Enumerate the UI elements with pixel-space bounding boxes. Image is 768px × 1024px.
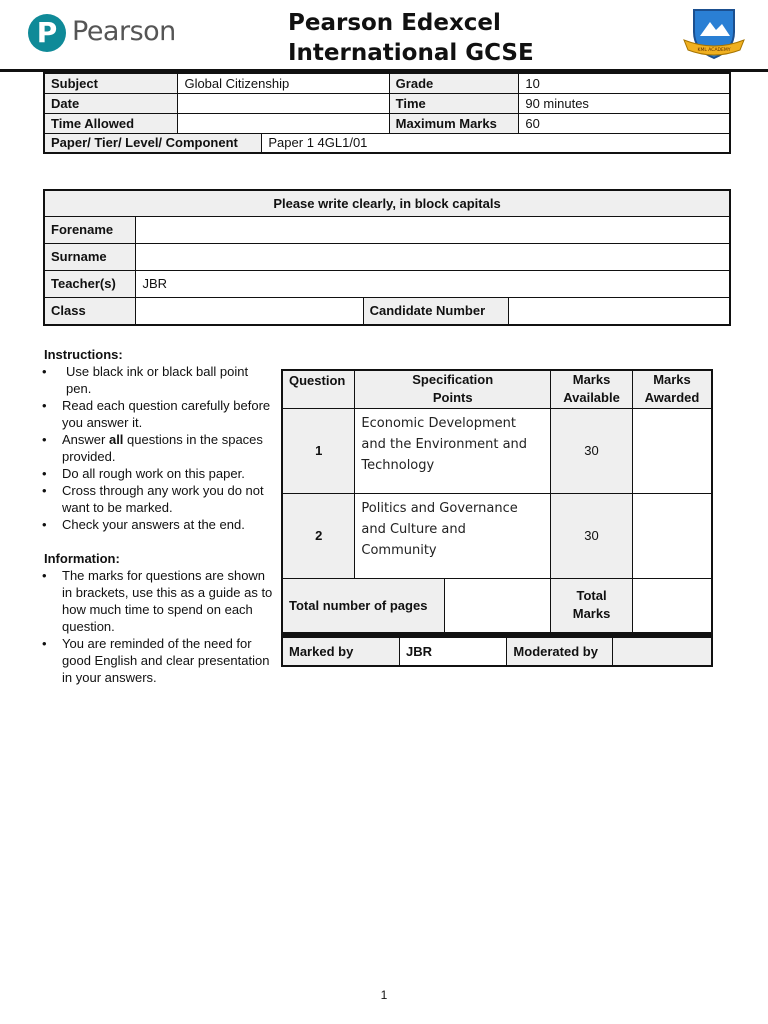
list-item: [36, 363, 276, 397]
spec-header-text: Specification Points: [412, 372, 494, 406]
instruction-text: Read each question carefully before you answer it.: [62, 398, 271, 430]
marks-table: [281, 369, 713, 634]
marks-available: 30: [551, 408, 633, 493]
list-item: [36, 482, 276, 516]
instruction-text: questions in the spaces provided.: [62, 432, 263, 464]
column-header-question: Question: [282, 370, 355, 408]
awarded-header-text: Marks Awarded: [644, 372, 700, 406]
grade-value[interactable]: 10: [519, 73, 730, 93]
instructions-heading: Instructions:: [44, 347, 123, 362]
instruction-text: Cross through any work you do not want to be marked.: [62, 483, 264, 515]
candidate-number-field[interactable]: [509, 297, 730, 325]
max-marks-label: Maximum Marks: [389, 113, 519, 133]
table-row: [282, 408, 712, 493]
surname-label: Surname: [44, 243, 136, 270]
instruction-text: Check your answers at the end.: [62, 517, 245, 532]
information-list: [36, 567, 276, 686]
column-header-available: [551, 370, 633, 408]
table-row: [44, 270, 730, 297]
candidate-details-table: [43, 189, 731, 326]
list-item: [36, 516, 276, 533]
teacher-field[interactable]: JBR: [136, 270, 730, 297]
table-header-row: [282, 370, 712, 408]
instruction-text: Do all rough work on this paper.: [62, 466, 245, 481]
teacher-label: Teacher(s): [44, 270, 136, 297]
list-item: [36, 465, 276, 482]
spec-points: Economic Development and the Environment and Technology: [355, 408, 551, 493]
pearson-logo-text: Pearson: [72, 16, 176, 47]
table-row: [44, 297, 730, 325]
marks-awarded-field[interactable]: [632, 493, 712, 578]
time-allowed-value[interactable]: [178, 113, 389, 133]
total-pages-label: Total number of pages: [282, 578, 444, 633]
instruction-text: Use black ink or black ball point pen.: [66, 364, 249, 396]
table-row: [44, 243, 730, 270]
time-allowed-label: Time Allowed: [44, 113, 178, 133]
time-label: Time: [389, 93, 519, 113]
list-item: [36, 431, 276, 465]
grade-label: Grade: [389, 73, 519, 93]
marking-table: [281, 634, 713, 667]
table-row: [282, 636, 712, 666]
marked-by-label: Marked by: [282, 636, 400, 666]
list-item: [36, 635, 276, 686]
page-title: [288, 8, 534, 68]
title-line-2: International GCSE: [288, 40, 534, 66]
question-number: 2: [282, 493, 355, 578]
surname-field[interactable]: [136, 243, 730, 270]
information-text: The marks for questions are shown in brackets, use this as a guide as to how much time to spend on each question.: [62, 568, 273, 634]
subject-value[interactable]: Global Citizenship: [178, 73, 389, 93]
forename-field[interactable]: [136, 216, 730, 243]
crest-text: KML ACADEMY: [697, 48, 731, 53]
available-header-text: Marks Available: [563, 372, 620, 406]
instructions-list: [36, 363, 276, 533]
forename-label: Forename: [44, 216, 136, 243]
class-field[interactable]: [136, 297, 363, 325]
total-pages-field[interactable]: [444, 578, 550, 633]
candidate-number-label: Candidate Number: [363, 297, 509, 325]
instruction-text: Answer: [62, 432, 109, 447]
page-number: 1: [380, 988, 388, 1002]
date-value[interactable]: [178, 93, 389, 113]
class-label: Class: [44, 297, 136, 325]
list-item: [36, 567, 276, 635]
moderated-by-field[interactable]: [613, 636, 712, 666]
information-heading: Information:: [44, 551, 120, 566]
time-value[interactable]: 90 minutes: [519, 93, 730, 113]
school-crest-icon: [682, 6, 746, 62]
table-row: [44, 133, 730, 153]
table-row: [44, 113, 730, 133]
table-row: [282, 493, 712, 578]
total-marks-label: [551, 578, 633, 633]
total-marks-field[interactable]: [632, 578, 712, 633]
pearson-logo-icon: P: [28, 14, 66, 52]
table-row: [44, 93, 730, 113]
table-row: [282, 578, 712, 633]
column-header-awarded: [632, 370, 712, 408]
instructions-panel: [36, 346, 276, 686]
exam-details-table: [43, 72, 731, 154]
column-header-spec: [355, 370, 551, 408]
marks-awarded-field[interactable]: [632, 408, 712, 493]
moderated-by-label: Moderated by: [507, 636, 613, 666]
paper-value[interactable]: Paper 1 4GL1/01: [262, 133, 730, 153]
paper-label: Paper/ Tier/ Level/ Component: [44, 133, 262, 153]
title-line-1: Pearson Edexcel: [288, 10, 501, 36]
date-label: Date: [44, 93, 178, 113]
information-text: You are reminded of the need for good English and clear presentation in your answers.: [62, 636, 270, 685]
marks-available: 30: [551, 493, 633, 578]
spec-points: Politics and Governance and Culture and Community: [355, 493, 551, 578]
subject-label: Subject: [44, 73, 178, 93]
max-marks-value[interactable]: 60: [519, 113, 730, 133]
marked-by-field[interactable]: JBR: [400, 636, 507, 666]
block-capitals-heading: Please write clearly, in block capitals: [44, 190, 730, 216]
instruction-emphasis: all: [108, 432, 124, 447]
table-row: [44, 190, 730, 216]
table-row: [44, 73, 730, 93]
table-row: [44, 216, 730, 243]
list-item: [36, 397, 276, 431]
total-marks-text: Total Marks: [572, 588, 611, 622]
question-number: 1: [282, 408, 355, 493]
